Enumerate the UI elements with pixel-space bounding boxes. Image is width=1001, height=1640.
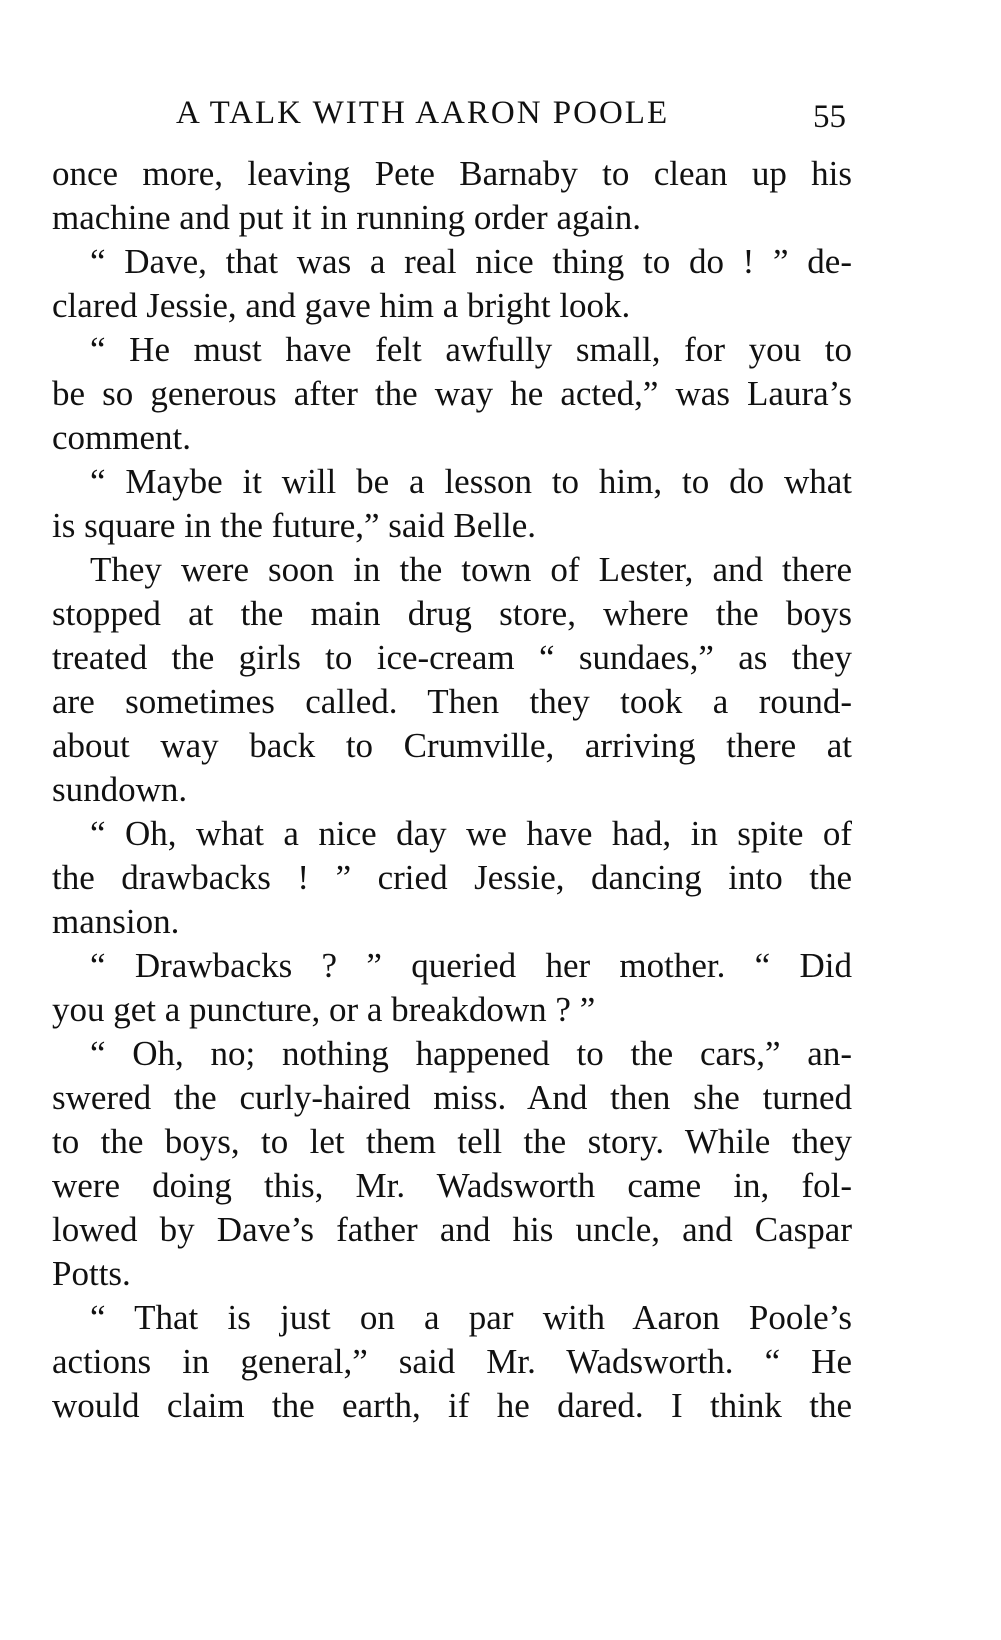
text-line: Potts. [52, 1254, 131, 1293]
text-line: “ Drawbacks ? ” queried her mother. “ Did [90, 946, 852, 985]
text-line: is square in the future,” said Belle. [52, 506, 537, 545]
text-line: comment. [52, 418, 191, 457]
text-line: lowed by Dave’s father and his uncle, and Caspar [52, 1210, 852, 1249]
text-line: They were soon in the town of Lester, and there [90, 550, 852, 589]
running-head [0, 90, 1001, 136]
text-line: would claim the earth, if he dared. I think the [52, 1386, 852, 1425]
text-line: clared Jessie, and gave him a bright look. [52, 286, 631, 325]
page-number: 55 [813, 99, 846, 135]
text-line: are sometimes called. Then they took a round- [52, 682, 852, 721]
text-line: about way back to Crumville, arriving there at [52, 726, 852, 765]
text-line: “ Dave, that was a real nice thing to do ! ” de- [90, 242, 852, 281]
text-line: stopped at the main drug store, where the boys [52, 594, 852, 633]
text-line: machine and put it in running order again. [52, 198, 642, 237]
text-line: mansion. [52, 902, 180, 941]
body-text [52, 152, 852, 1442]
text-line: sundown. [52, 770, 188, 809]
text-line: “ He must have felt awfully small, for you to [90, 330, 852, 369]
text-line: “ Oh, no; nothing happened to the cars,” an- [90, 1034, 852, 1073]
text-line: once more, leaving Pete Barnaby to clean up his [52, 154, 852, 193]
chapter-title: A TALK WITH AARON POOLE [176, 95, 670, 131]
text-line: be so generous after the way he acted,” was Laura’s [52, 374, 852, 413]
text-line: actions in general,” said Mr. Wadsworth. “ He [52, 1342, 852, 1381]
text-line: “ That is just on a par with Aaron Poole’s [90, 1298, 852, 1337]
text-line: you get a puncture, or a breakdown ? ” [52, 990, 596, 1029]
text-line: treated the girls to ice-cream “ sundaes,” as they [52, 638, 852, 677]
text-line: the drawbacks ! ” cried Jessie, dancing into the [52, 858, 852, 897]
text-line: to the boys, to let them tell the story. While they [52, 1122, 852, 1161]
text-line: “ Maybe it will be a lesson to him, to do what [90, 462, 852, 501]
text-line: swered the curly-haired miss. And then she turned [52, 1078, 852, 1117]
text-line: were doing this, Mr. Wadsworth came in, fol- [52, 1166, 852, 1205]
text-line: “ Oh, what a nice day we have had, in spite of [90, 814, 852, 853]
